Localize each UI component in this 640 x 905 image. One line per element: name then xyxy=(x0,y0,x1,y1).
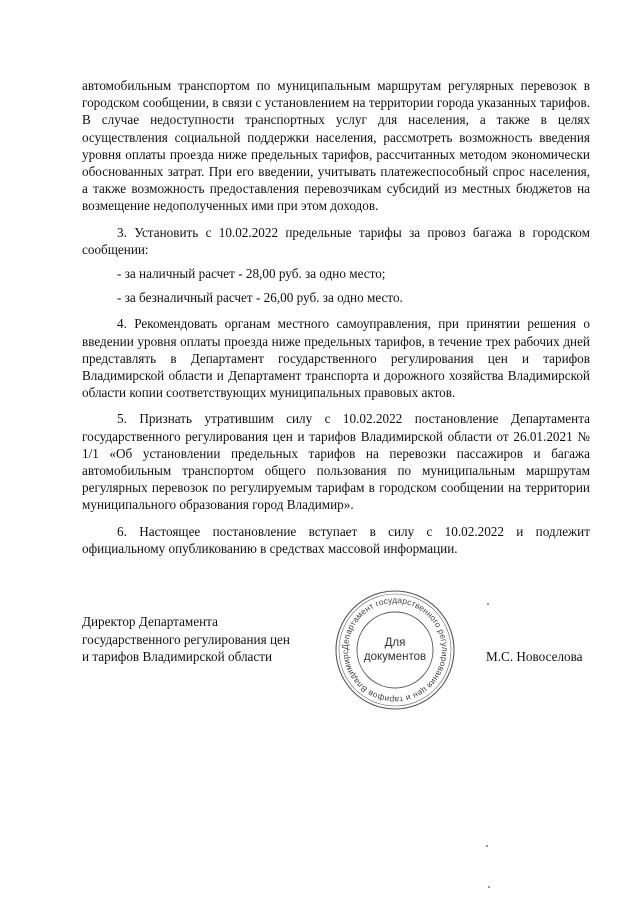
paragraph-3: 3. Установить с 10.02.2022 предельные тарифы за провоз багажа в городском сообщении: xyxy=(82,224,590,257)
paragraph-4: 4. Рекомендовать органам местного самоуправления, при принятии решения о введении уровня оплаты проезда ниже предельных тарифов, в течение трех рабочих дней представлять в Департамент государственного регулирования цен и тарифов Владимирской области и Департамент транспорта и дорожного хозяйства Владимирской области копии соответствующих муниципальных правовых актов. xyxy=(82,316,590,401)
signature-block xyxy=(82,613,290,666)
list-item-cashless: - за безналичный расчет - 26,00 руб. за одно место. xyxy=(117,290,403,306)
paragraph-6: 6. Настоящее постановление вступает в силу с 10.02.2022 и подлежит официальному опубликованию в средствах массовой информации. xyxy=(82,523,590,556)
scan-speck xyxy=(487,603,489,605)
scan-speck xyxy=(486,845,488,847)
stamp-center-line-1: Для xyxy=(384,637,406,649)
paragraph-5: 5. Признать утратившим силу с 10.02.2022 постановление Департамента государственного регулирования цен и тарифов Владимирской области от 26.01.2021 № 1/1 «Об установлении предельных тарифов на перевозки пассажиров и багажа автомобильным транспортом общего пользования по муниципальным маршрутам регулярных перевозок по регулируемым тарифам в городском сообщении на территории муниципального образования город Владимир». xyxy=(82,411,590,513)
official-stamp xyxy=(333,588,457,712)
list-item-cash: - за наличный расчет - 28,00 руб. за одно место; xyxy=(117,266,386,282)
signer-name: М.С. Новоселова xyxy=(486,649,583,664)
paragraph-1: автомобильным транспортом по муниципальным маршрутам регулярных перевозок в городском сообщении, в связи с установлением на территории города указанных тарифов. В случае недоступности транспортных услуг для населения, а также в целях осуществления социальной поддержки населения, рассмотреть возможность введения уровня оплаты проезда ниже предельных тарифов, рассчитанных методом экономически обоснованных затрат. При его введении, учитывать платежеспособный спрос населения, а также возможность предоставления перевозчикам субсидий из местных бюджетов на возмещение недополученных ими при этом доходов. xyxy=(82,78,590,214)
scan-speck xyxy=(488,886,490,888)
stamp-center-line-2: документов xyxy=(363,651,427,663)
stamp-center xyxy=(333,588,457,712)
signer-title-line-2: государственного регулирования цен xyxy=(82,631,290,647)
signer-title-line-3: и тарифов Владимирской области xyxy=(82,649,273,664)
signer-title-line-1: Директор Департамента xyxy=(82,614,218,629)
stamp-ring-text: Департамент государственного регулирования цен и тарифов Владимирс xyxy=(339,594,451,706)
document-body xyxy=(82,77,590,557)
